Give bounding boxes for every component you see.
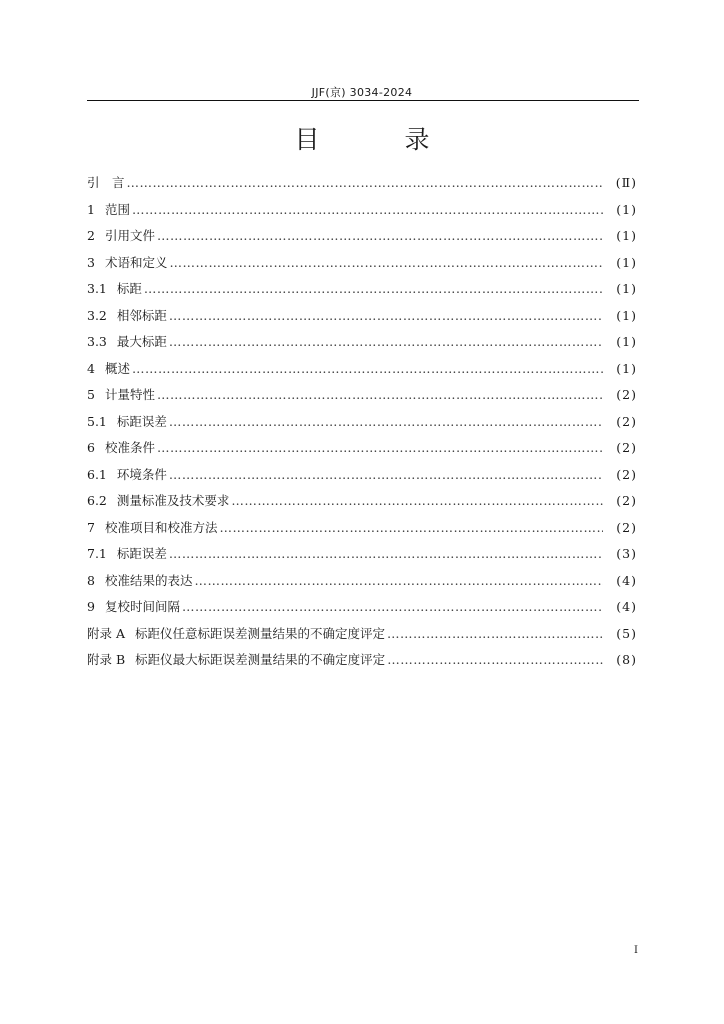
page-title: 目 录 [294,125,460,154]
toc-page: (1) [616,360,637,376]
toc-entry[interactable] [87,303,637,330]
toc-title: 计量特性 [104,387,155,402]
toc-entry[interactable] [87,647,637,674]
toc-page: (2) [616,466,637,482]
toc-page: (1) [616,228,637,243]
toc-page: (2) [616,413,637,429]
toc-entry[interactable] [87,621,637,648]
toc-number: 引 言 [87,175,125,190]
toc-entry[interactable] [87,462,637,489]
document-code: JJF(京) 3034-2024 [311,86,413,99]
toc-title: 标距仪任意标距误差测量结果的不确定度评定 [135,625,386,641]
toc-entry[interactable] [87,197,637,224]
toc-number: 7 [87,519,95,535]
toc-number: 6.1 [87,466,107,482]
toc-page: (Ⅱ) [615,175,637,190]
toc-leader [169,250,603,277]
toc-number: 9 [87,599,95,614]
toc-entry[interactable] [87,329,637,356]
toc-title: 测量标准及技术要求 [116,493,230,508]
toc-title: 复校时间间隔 [104,599,180,614]
toc-entry[interactable] [87,515,637,542]
toc-number: 5.1 [87,413,107,429]
toc-leader [182,594,603,621]
toc-leader [169,329,603,356]
toc-leader [132,356,603,383]
toc-number: 3.3 [87,334,107,349]
toc-number: 1 [87,201,95,217]
toc-page: (1) [616,281,637,296]
toc-page: (2) [616,493,637,508]
toc-number: 5 [87,387,95,402]
toc-leader [169,541,603,568]
toc-leader [157,382,603,409]
toc-page: (4) [616,599,637,614]
toc-leader [157,435,603,462]
header-rule [87,100,639,101]
toc-page: (1) [616,334,637,349]
toc-leader [132,197,603,224]
toc-title: 标距 [116,281,142,296]
toc-page: (1) [616,254,637,270]
toc-page: (1) [616,201,637,217]
toc-number: 4 [87,360,95,376]
toc-title: 范围 [104,201,130,217]
toc-number: 附录 B [87,652,126,667]
toc-leader [387,647,603,674]
toc-number: 8 [87,572,95,588]
toc-title: 最大标距 [116,334,167,349]
toc-number: 3.2 [87,307,107,323]
toc-title: 环境条件 [116,466,167,482]
toc-entry[interactable] [87,170,637,197]
toc-leader [169,462,603,489]
toc-leader [231,488,603,515]
toc-leader [169,303,603,330]
toc-page: (4) [616,572,637,588]
toc-entry[interactable] [87,223,637,250]
toc-number: 6.2 [87,493,107,508]
toc-page: (3) [616,546,637,561]
toc-title: 校准结果的表达 [104,572,193,588]
toc-entry[interactable] [87,488,637,515]
toc-leader [194,568,603,595]
toc-entry[interactable] [87,409,637,436]
toc-leader [169,409,603,436]
toc-title: 术语和定义 [104,254,168,270]
toc-title: 校准条件 [104,440,155,455]
toc-page: (8) [616,652,637,667]
toc-leader [127,170,603,197]
toc-number: 2 [87,228,95,243]
toc-entry[interactable] [87,541,637,568]
toc-title: 引用文件 [104,228,155,243]
toc-number: 6 [87,440,95,455]
toc-leader [219,515,603,542]
toc-entry[interactable] [87,568,637,595]
toc-leader [157,223,603,250]
toc-title: 相邻标距 [116,307,167,323]
toc-entry[interactable] [87,356,637,383]
toc-entry[interactable] [87,435,637,462]
toc-number: 7.1 [87,546,107,561]
toc-page: (1) [616,307,637,323]
toc-entry[interactable] [87,250,637,277]
toc-page: (5) [616,625,637,641]
toc-entry[interactable] [87,382,637,409]
toc-entry[interactable] [87,276,637,303]
toc-leader [144,276,603,303]
toc-number: 3.1 [87,281,107,296]
toc-page: (2) [616,440,637,455]
toc-entry[interactable] [87,594,637,621]
toc-title: 标距仪最大标距误差测量结果的不确定度评定 [135,652,386,667]
toc-number: 附录 A [87,625,126,641]
table-of-contents [87,170,637,674]
toc-page: (2) [616,387,637,402]
page-number: I [634,945,638,956]
toc-leader [387,621,603,648]
toc-title: 标距误差 [116,546,167,561]
toc-title: 标距误差 [116,413,167,429]
toc-title: 校准项目和校准方法 [104,519,218,535]
toc-number: 3 [87,254,95,270]
toc-page: (2) [616,519,637,535]
toc-title: 概述 [104,360,130,376]
